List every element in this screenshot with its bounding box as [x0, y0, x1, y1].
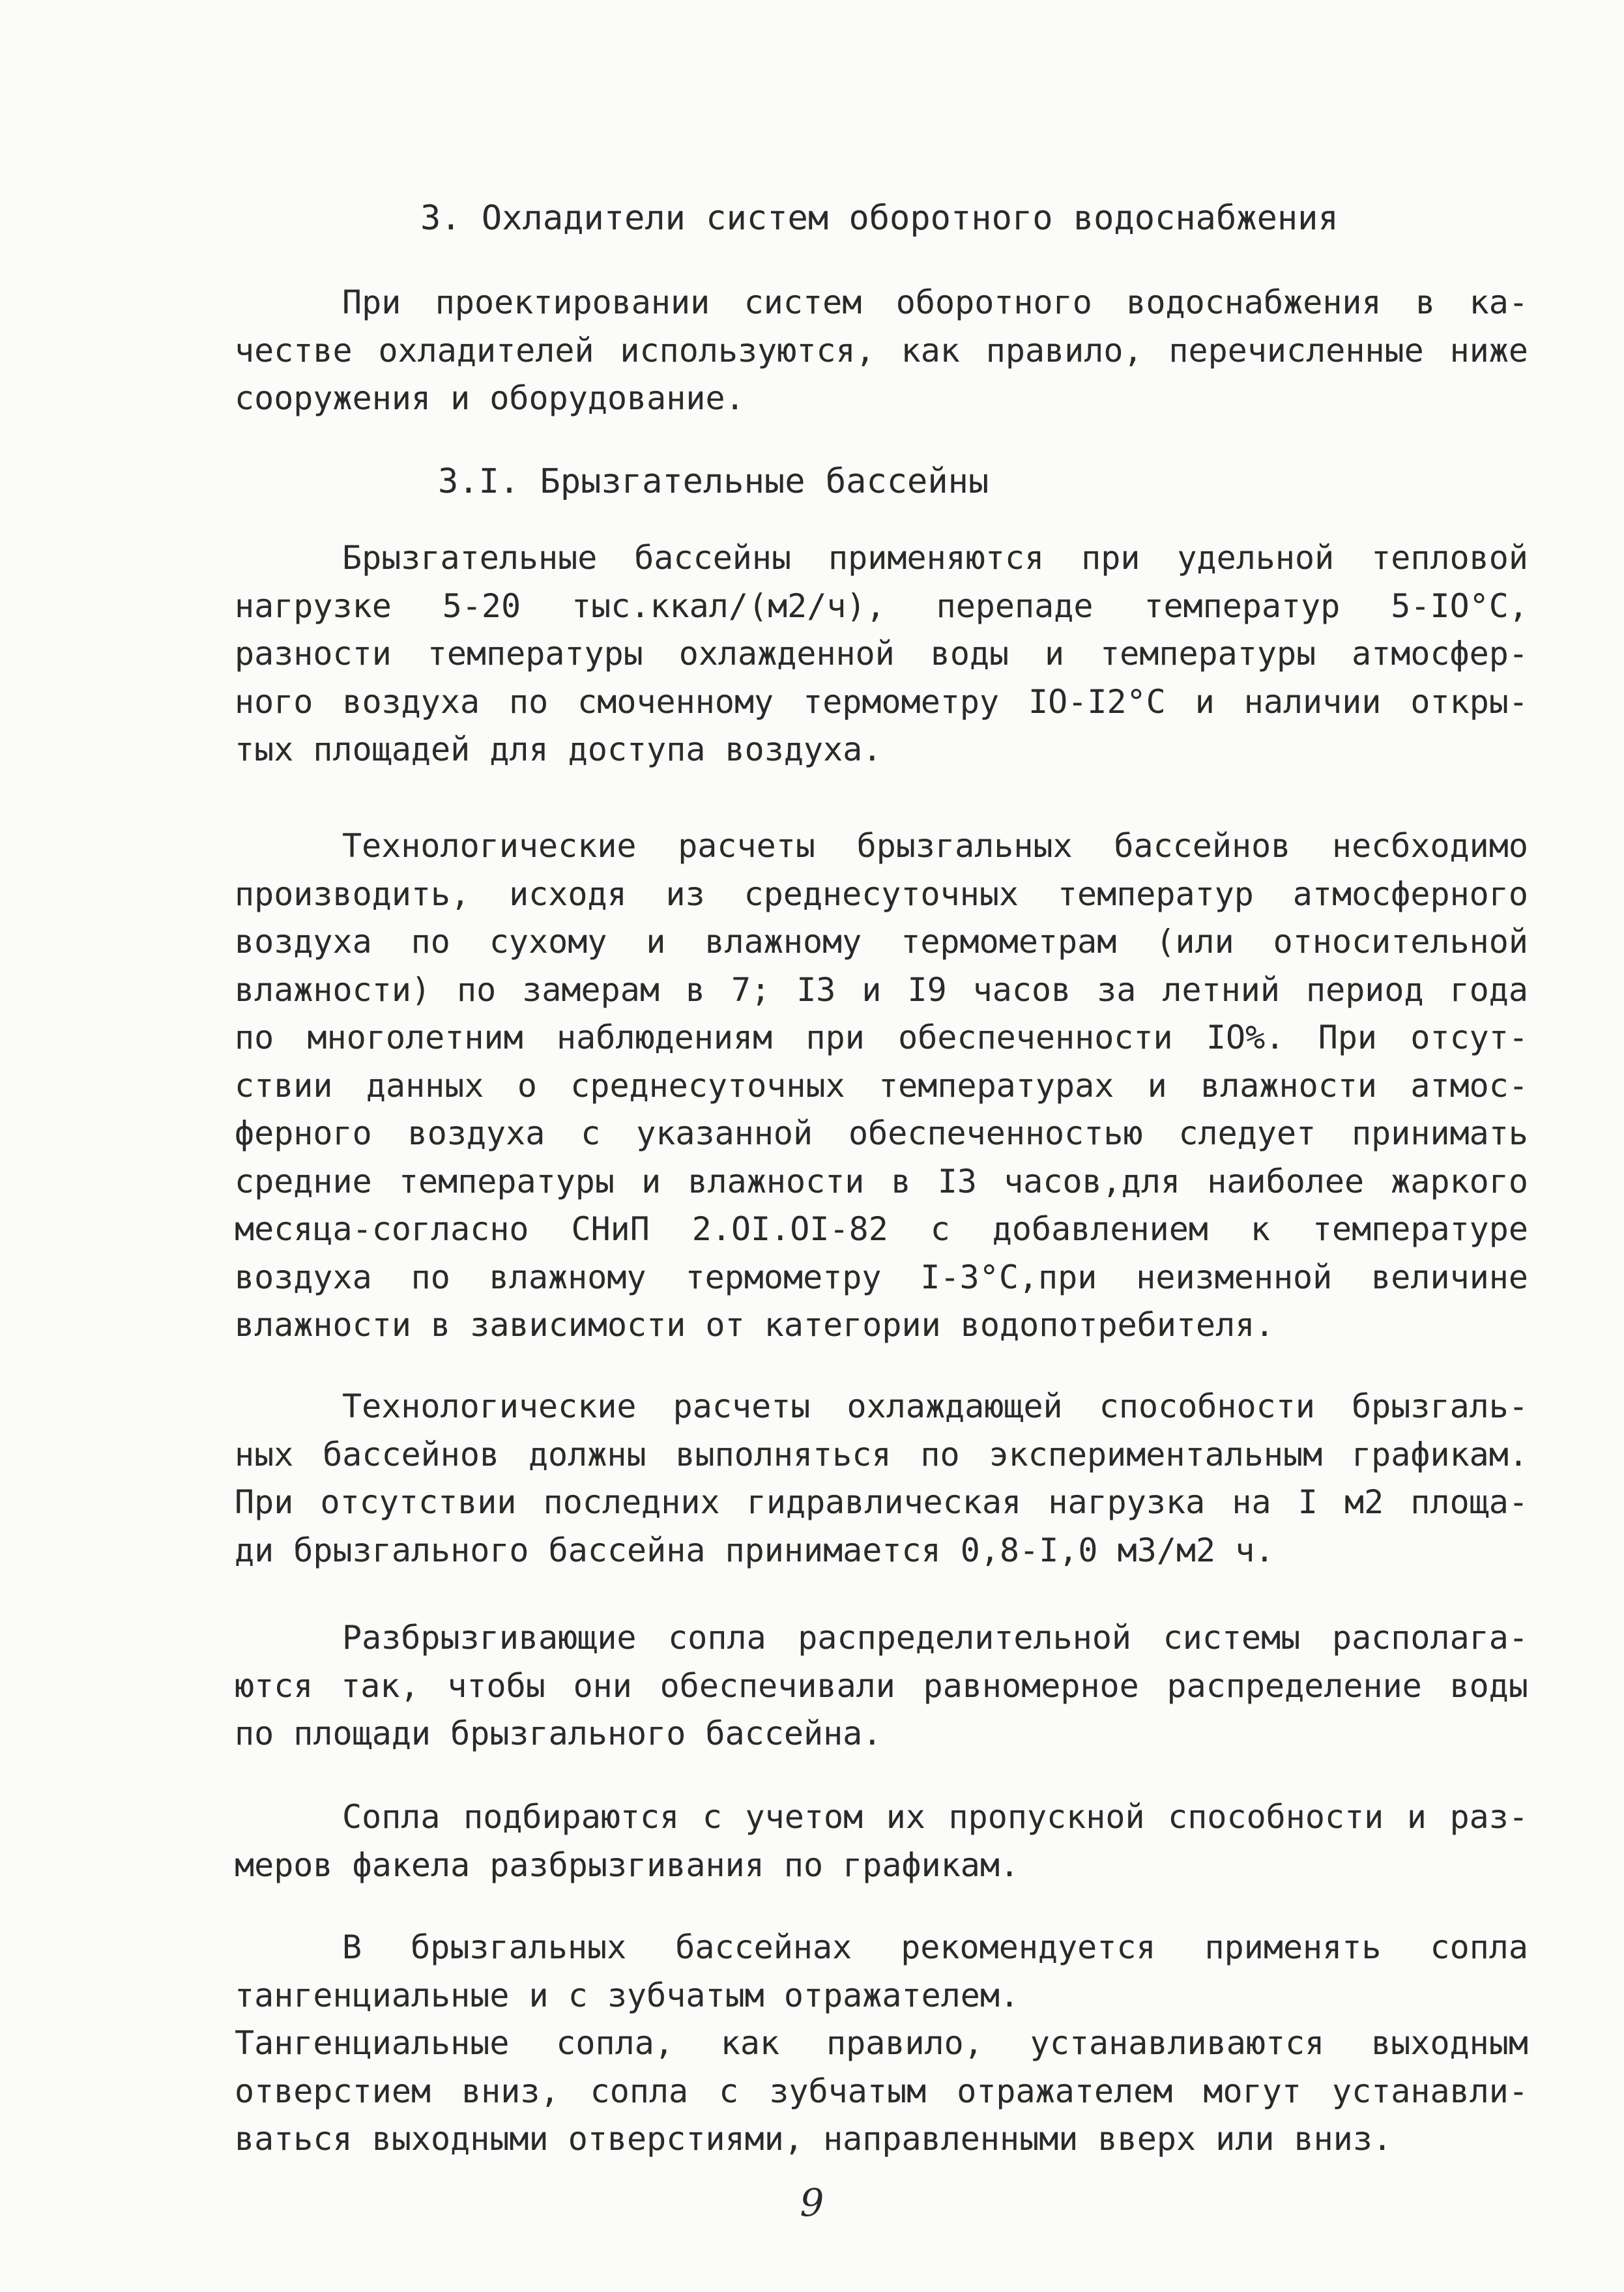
text-line: В брызгальных бассейнах рекомендуется применять сопла	[342, 1928, 1528, 1966]
section-title: 3. Охладители систем оборотного водоснабжения	[420, 199, 1339, 238]
text-line: Брызгательные бассейны применяются при удельной тепловой	[342, 539, 1528, 577]
text-line: средние температуры и влажности в I3 часов,для наиболее жаркого	[235, 1162, 1528, 1200]
text-line: ваться выходными отверстиями, направленными вверх или вниз.	[235, 2120, 1393, 2158]
text-line: тых площадей для доступа воздуха.	[235, 731, 882, 768]
text-line: по площади брызгального бассейна.	[235, 1715, 882, 1752]
text-line: Разбрызгивающие сопла распределительной системы располага-	[342, 1619, 1528, 1657]
subsection-title: 3.I. Брызгательные бассейны	[438, 462, 989, 501]
text-line: ствии данных о среднесуточных температурах и влажности атмос-	[235, 1066, 1528, 1105]
text-line: При отсутствии последних гидравлическая нагрузка на I м2 площа-	[235, 1483, 1528, 1521]
text-line: ферного воздуха с указанной обеспеченностью следует принимать	[235, 1114, 1528, 1152]
text-line: воздуха по влажному термометру I-3°C,при неизменной величине	[235, 1258, 1528, 1296]
page-number: 9	[800, 2181, 824, 2225]
text-line: по многолетним наблюдениям при обеспеченности IO%. При отсут-	[235, 1019, 1528, 1056]
text-line: ди брызгального бассейна принимается 0,8-I,0 м3/м2 ч.	[235, 1531, 1275, 1569]
text-line: Технологические расчеты охлаждающей способности брызгаль-	[342, 1387, 1528, 1425]
paragraph-sprinkling-ponds-conditions	[235, 534, 1528, 774]
text-line: честве охладителей используются, как правило, перечисленные ниже	[235, 331, 1528, 370]
text-line: Тангенциальные сопла, как правило, устанавливаются выходным	[235, 2024, 1528, 2062]
text-line: нагрузке 5-20 тыс.ккал/(м2/ч), перепаде температур 5-IO°C,	[235, 587, 1528, 625]
text-line: производить, исходя из среднесуточных температур атмосферного	[235, 875, 1528, 913]
paragraph-cooling-capacity	[235, 1383, 1528, 1574]
text-line: воздуха по сухому и влажному термометрам (или относительной	[235, 923, 1528, 961]
paragraph-nozzle-types	[235, 1924, 1528, 2020]
text-line: Сопла подбираются с учетом их пропускной способности и раз-	[342, 1798, 1528, 1836]
text-line: тангенциальные и с зубчатым отражателем.	[235, 1976, 1020, 2014]
intro-paragraph	[235, 279, 1528, 423]
text-line: При проектировании систем оборотного водоснабжения в ка-	[342, 283, 1528, 321]
text-line: ются так, чтобы они обеспечивали равномерное распределение воды	[235, 1666, 1528, 1705]
text-line: ных бассейнов должны выполняться по экспериментальным графикам.	[235, 1435, 1528, 1473]
text-line: Технологические расчеты брызгальных бассейнов несбходимо	[342, 827, 1528, 865]
paragraph-technological-calculations	[235, 822, 1528, 1350]
paragraph-nozzle-selection	[235, 1793, 1528, 1889]
text-line: сооружения и оборудование.	[235, 379, 745, 417]
text-line: меров факела разбрызгивания по графикам.	[235, 1846, 1020, 1884]
text-line: разности температуры охлажденной воды и температуры атмосфер-	[235, 635, 1528, 673]
text-line: месяца-согласно СНиП 2.OI.OI-82 с добавлением к температуре	[235, 1210, 1528, 1248]
text-line: ного воздуха по смоченному термометру IO-I2°C и наличии откры-	[235, 682, 1528, 721]
paragraph-nozzle-installation	[235, 2020, 1528, 2164]
text-line: влажности) по замерам в 7; I3 и I9 часов за летний период года	[235, 970, 1528, 1009]
paragraph-spray-nozzles-layout	[235, 1614, 1528, 1758]
text-line: влажности в зависимости от категории водопотребителя.	[235, 1306, 1275, 1344]
text-line: отверстием вниз, сопла с зубчатым отражателем могут устанавли-	[235, 2072, 1528, 2110]
